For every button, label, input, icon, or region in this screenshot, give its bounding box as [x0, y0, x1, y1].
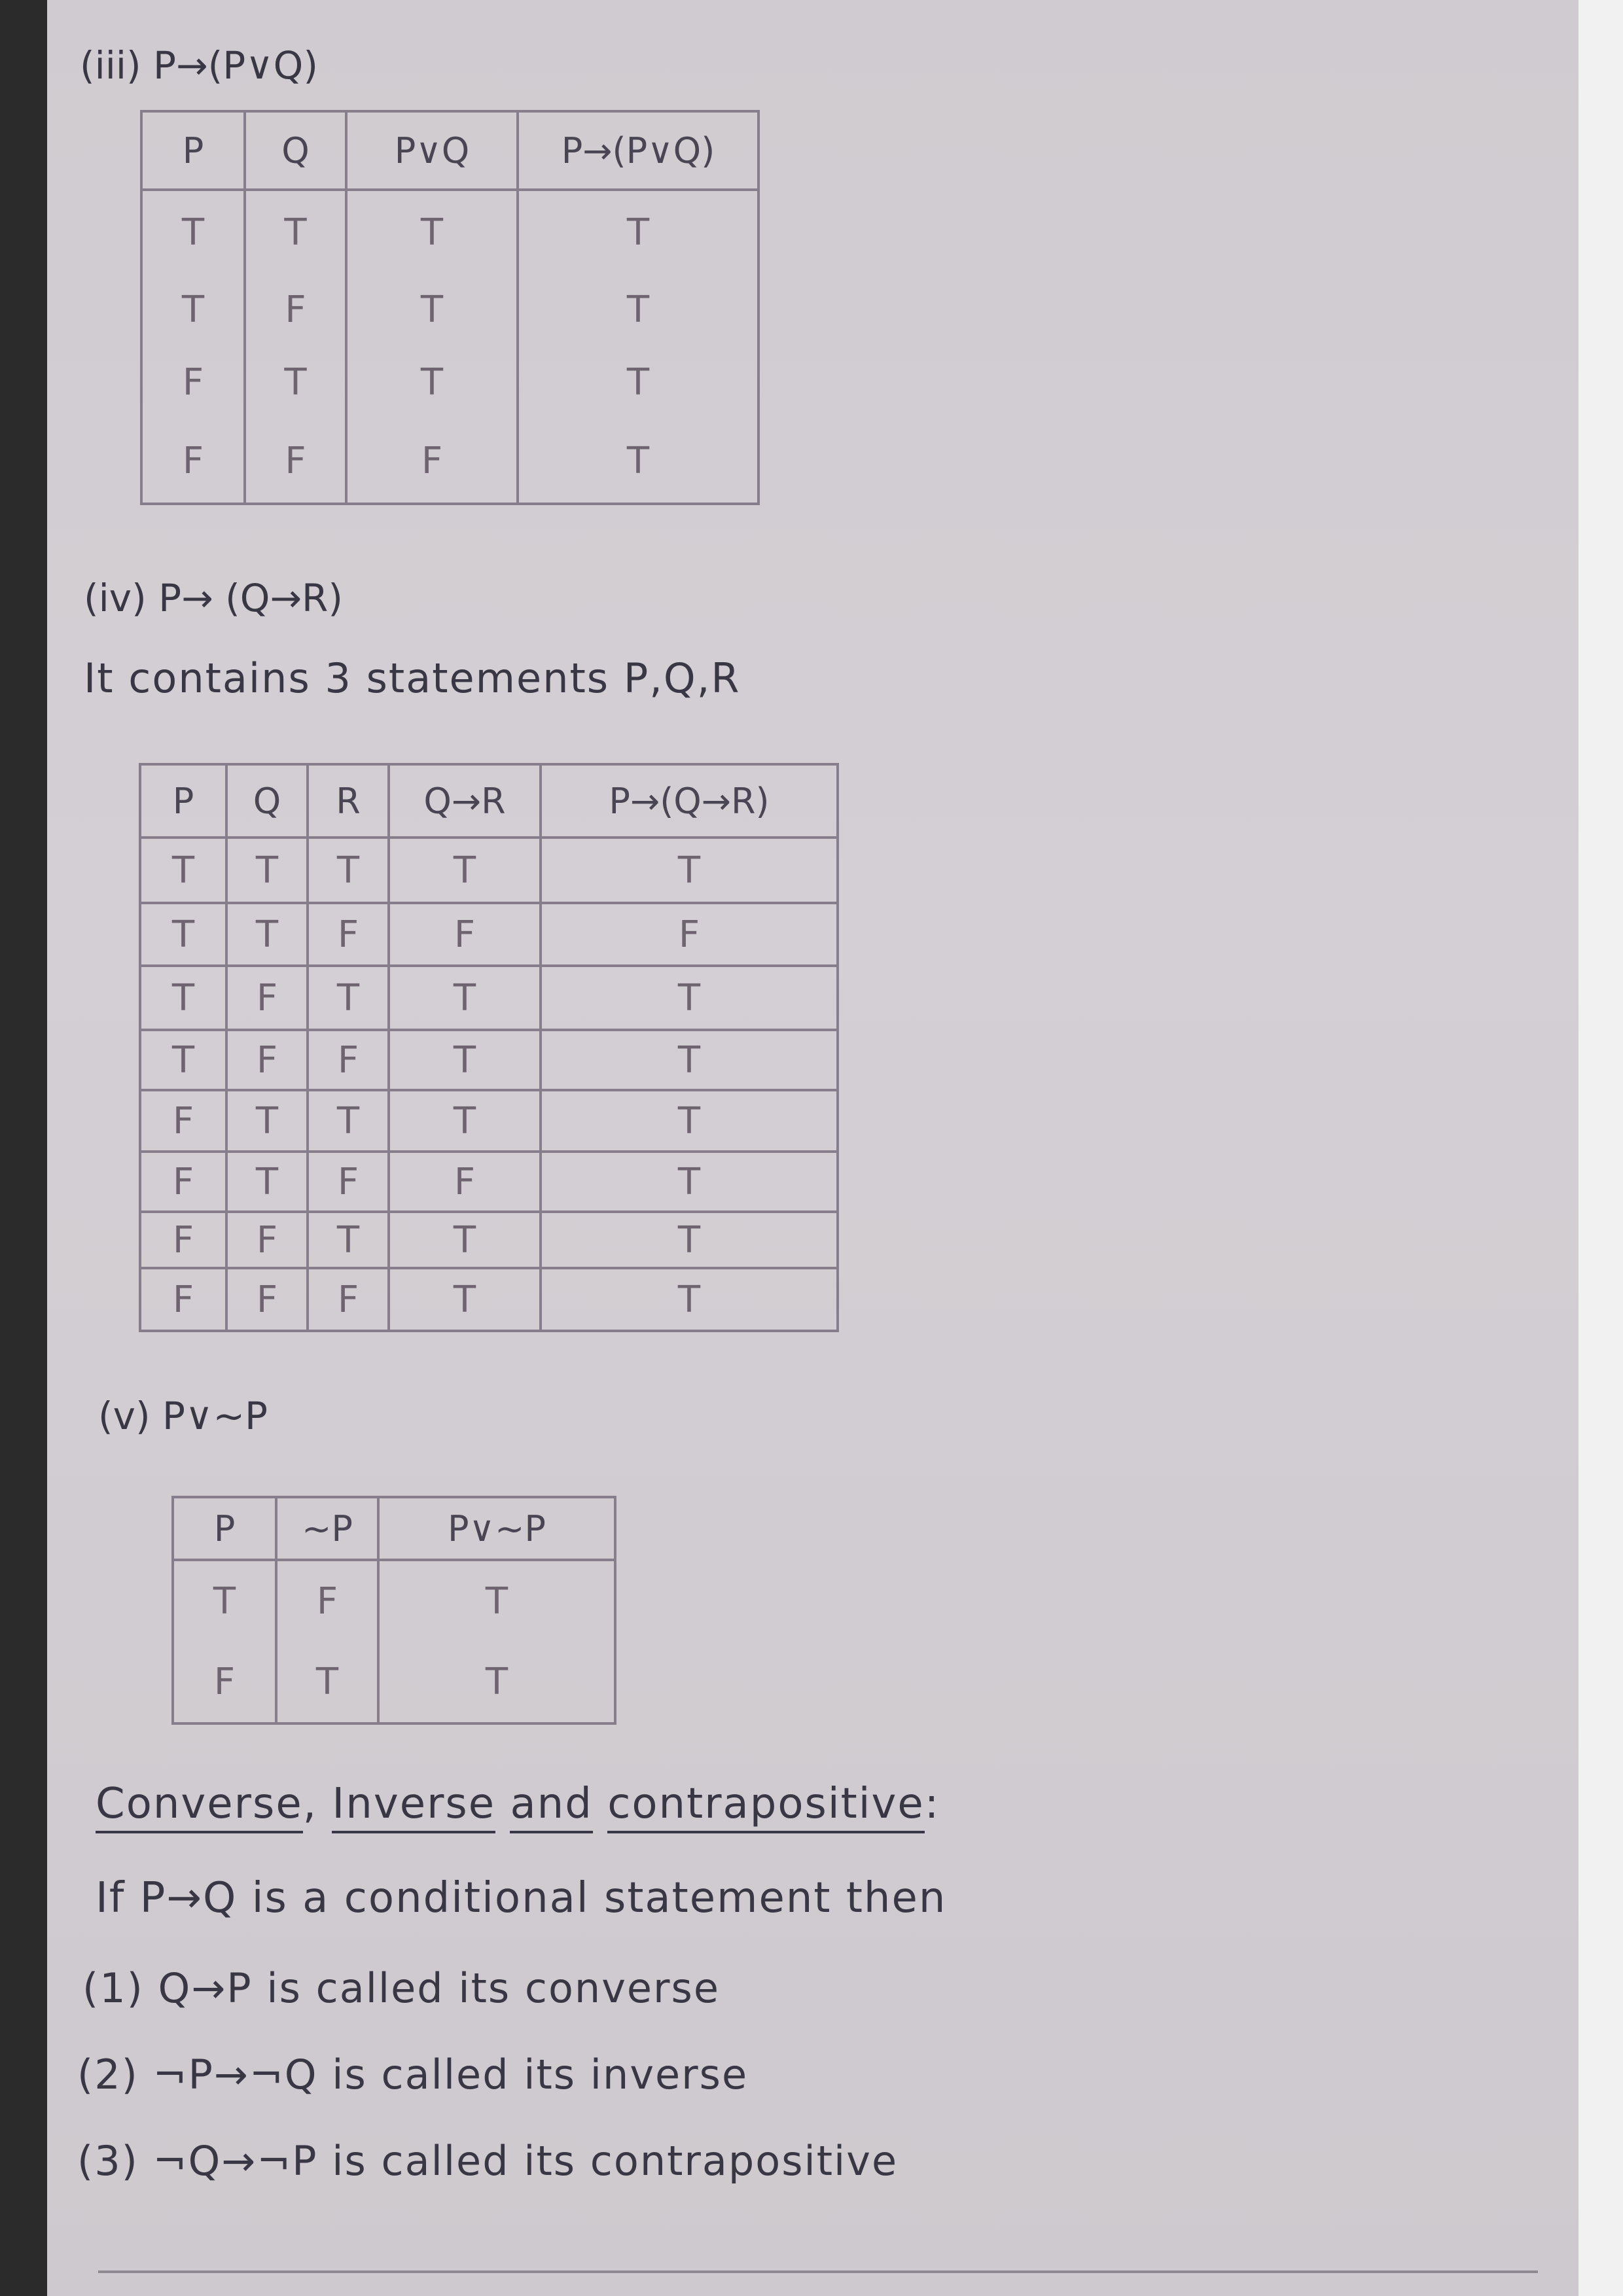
table-cell: T [389, 1030, 541, 1090]
table-cell: T [541, 1030, 838, 1090]
section-iii-title: (iii) P→(P∨Q) [80, 43, 318, 88]
table-cell: T [541, 1152, 838, 1212]
table-cell: T [141, 274, 245, 345]
table-header: P→(Q→R) [541, 764, 838, 838]
table-header: Q [245, 111, 346, 190]
table-cell: T [389, 966, 541, 1030]
table-cell: T [518, 345, 758, 419]
table-cell: F [389, 903, 541, 966]
section-iv-note: It contains 3 statements P,Q,R [84, 654, 741, 702]
table-header: P∨∼P [378, 1497, 615, 1560]
table-cell: T [346, 345, 518, 419]
table-cell: T [308, 966, 389, 1030]
table-cell: T [346, 274, 518, 345]
table-header: P [141, 111, 245, 190]
heading-colon: : [924, 1780, 940, 1828]
table-cell: T [140, 903, 226, 966]
table-cell: T [245, 190, 346, 274]
table-header: R [308, 764, 389, 838]
truth-table-iv [139, 763, 839, 1332]
table-cell: T [226, 1152, 308, 1212]
table-cell: F [389, 1152, 541, 1212]
table-cell: F [173, 1641, 276, 1723]
table-cell: T [308, 838, 389, 903]
section-v-title: (v) P∨∼P [98, 1394, 268, 1438]
table-cell: T [389, 1212, 541, 1268]
table-header: Q→R [389, 764, 541, 838]
heading-separator [593, 1780, 607, 1828]
table-header: P [173, 1497, 276, 1560]
converse-item-1: (1) Q→P is called its converse [82, 1964, 720, 2012]
table-header: P∨Q [346, 111, 518, 190]
table-cell: T [226, 838, 308, 903]
table-cell: T [518, 419, 758, 504]
table-header: P [140, 764, 226, 838]
table-header: ∼P [276, 1497, 378, 1560]
table-cell: F [140, 1212, 226, 1268]
table-cell: T [308, 1212, 389, 1268]
table-cell: T [518, 190, 758, 274]
table-cell: T [140, 966, 226, 1030]
heading-word-contrapositive: contrapositive [607, 1780, 925, 1833]
table-header: P→(P∨Q) [518, 111, 758, 190]
table-cell: T [541, 1212, 838, 1268]
table-cell: F [226, 966, 308, 1030]
heading-separator [495, 1780, 510, 1828]
heading-word-inverse: Inverse [332, 1780, 495, 1833]
table-cell: T [141, 190, 245, 274]
table-cell: T [140, 1030, 226, 1090]
table-cell: T [140, 838, 226, 903]
converse-item-3: (3) ¬Q→¬P is called its contrapositive [77, 2137, 899, 2185]
table-cell: F [245, 419, 346, 504]
table-cell: F [140, 1152, 226, 1212]
table-cell: T [378, 1560, 615, 1641]
section-iv-title: (iv) P→ (Q→R) [84, 576, 343, 620]
table-cell: T [541, 838, 838, 903]
table-cell: T [308, 1090, 389, 1152]
table-cell: T [276, 1641, 378, 1723]
table-cell: F [276, 1560, 378, 1641]
converse-intro: If P→Q is a conditional statement then [96, 1874, 947, 1922]
table-cell: T [226, 1090, 308, 1152]
table-cell: T [389, 1090, 541, 1152]
table-cell: F [308, 1152, 389, 1212]
table-cell: F [308, 1030, 389, 1090]
table-cell: F [141, 419, 245, 504]
table-cell: F [308, 1268, 389, 1331]
page-bottom-line [98, 2270, 1538, 2273]
truth-table-iii [140, 110, 760, 505]
table-cell: T [541, 1090, 838, 1152]
table-cell: T [541, 1268, 838, 1331]
table-cell: T [518, 274, 758, 345]
table-cell: F [541, 903, 838, 966]
table-cell: F [308, 903, 389, 966]
truth-table-v [171, 1496, 616, 1725]
page-edge [1578, 0, 1623, 2296]
table-cell: T [245, 345, 346, 419]
heading-word-converse: Converse [96, 1780, 303, 1833]
table-cell: F [346, 419, 518, 504]
table-cell: F [140, 1090, 226, 1152]
table-cell: F [226, 1268, 308, 1331]
converse-item-2: (2) ¬P→¬Q is called its inverse [77, 2051, 749, 2098]
table-cell: F [245, 274, 346, 345]
table-cell: T [541, 966, 838, 1030]
table-cell: F [140, 1268, 226, 1331]
table-cell: T [389, 838, 541, 903]
heading-word-and: and [510, 1780, 592, 1833]
table-cell: T [389, 1268, 541, 1331]
table-cell: T [226, 903, 308, 966]
table-cell: F [226, 1212, 308, 1268]
table-cell: F [226, 1030, 308, 1090]
table-cell: T [346, 190, 518, 274]
table-cell: F [141, 345, 245, 419]
table-cell: T [378, 1641, 615, 1723]
heading-separator: , [302, 1780, 332, 1828]
table-cell: T [173, 1560, 276, 1641]
table-header: Q [226, 764, 308, 838]
converse-heading [96, 1780, 940, 1828]
